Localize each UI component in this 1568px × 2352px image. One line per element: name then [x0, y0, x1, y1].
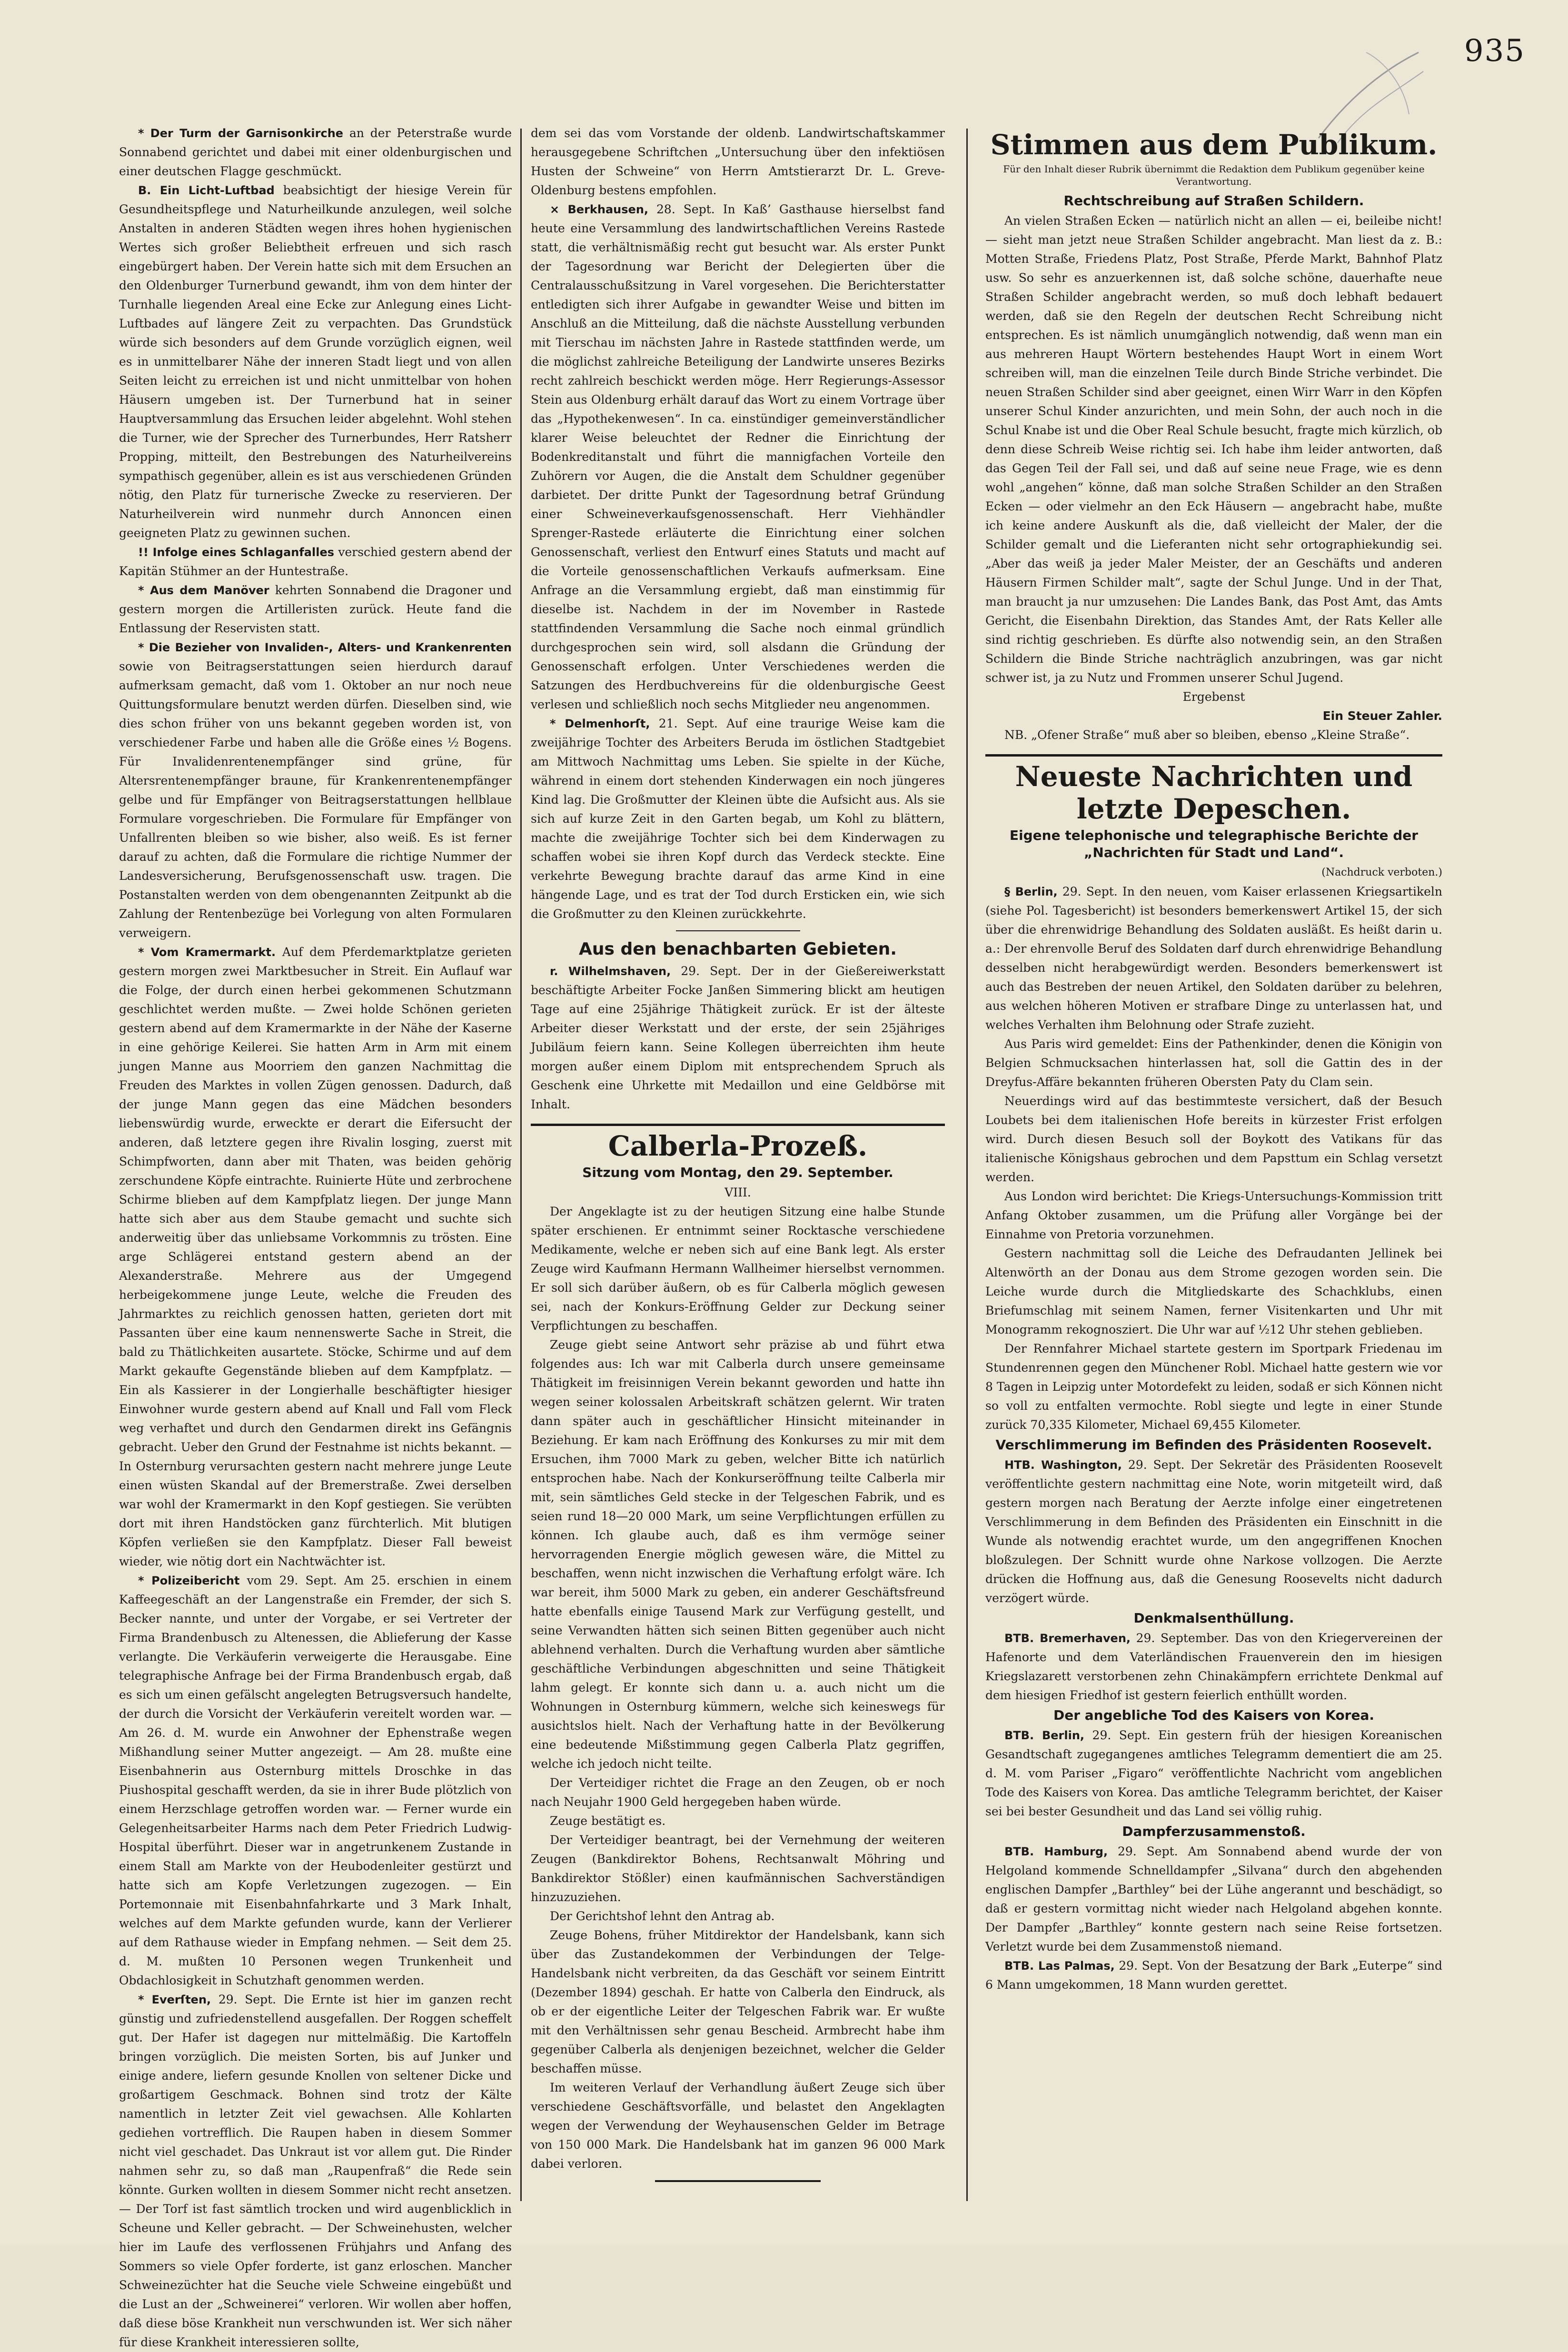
article-text: beabsichtigt der hiesige Verein für Gesundheitspflege und Naturheilkunde anzulegen, weil solche Anstalten in anderen Städten wegen ihres hohen hygienischen Wertes sich großer Beliebtheit erfreuen und sich rasch eingebürgert haben. Der Verein hatte sich mit dem Ersuchen an den Oldenburger Turnerbund gewandt, ihm von dem hinter der Turnhalle liegenden Areal eine Ecke zur Anlegung eines Licht-Luftbades auf längere Zeit zu verpachten. Das Grundstück würde sich besonders auf dem Grunde vorzüglich eignen, weil es in unmittelbarer Nähe der inneren Stadt liegt und von allen Seiten leicht zu erreichen ist und nicht unmittelbar von hohen Häusern umgeben ist. Der Turnerbund hat in seiner Hauptversammlung das Ersuchen leider abgelehnt. Wohl stehen die Turner, wie der Sprecher des Turnerbundes, Herr Ratsherr Propping, mitteilt, den Bestrebungen des Naturheilvereins sympathisch gegenüber, allein es ist aus verschiedenen Gründen nötig, den Platz für turnerische Zwecke zu reservieren. Der Naturheilverein wird nunmehr durch Annoncen einen geeigneten Platz zu gewinnen suchen.	[119, 183, 512, 540]
article-text: kehrten Sonnabend die Dragoner und gestern morgen die Artilleristen zurück. Heute fand die Entlassung der Reservisten statt.	[119, 583, 512, 635]
article-text: 29. Sept. Von der Besatzung der Bark „Euterpe“ sind 6 Mann umgekommen, 18 Mann wurden gerettet.	[985, 1959, 1443, 1992]
column-2	[531, 124, 945, 2215]
column-1	[119, 124, 512, 2349]
paragraph: Der Verteidiger richtet die Frage an den Zeugen, ob er noch nach Neujahr 1900 Geld hergegeben haben würde.	[531, 1776, 945, 1809]
korea-title: Der angebliche Tod des Kaisers von Korea.	[1053, 1707, 1375, 1723]
article-heading: BTB. Hamburg,	[1004, 1845, 1108, 1858]
paragraph: Zeuge bestätigt es.	[550, 1814, 666, 1828]
article	[985, 1842, 1442, 1956]
divider	[655, 2180, 821, 2182]
article-heading: BTB. Berlin,	[1004, 1729, 1085, 1742]
article	[985, 1629, 1442, 1705]
article-heading: BTB. Las Palmas,	[1004, 1959, 1115, 1973]
article	[119, 581, 512, 638]
article-text: Gestern nachmittag soll die Leiche des Defraudanten Jellinek bei Altenwörth an der Donau aus dem Strome gezogen worden sein. Die Leiche wurde durch die Mitgliedskarte des Schachklubs, einen Briefumschlag mit seinem Namen, ferner Visitenkarten und Uhr mit Monogramm rekognosziert. Die Uhr war auf ½12 Uhr stehen geblieben.	[985, 1246, 1442, 1336]
divider	[676, 930, 800, 931]
article	[119, 1571, 512, 1990]
article-text: Neuerdings wird auf das bestimmteste versichert, daß der Besuch Loubets bei dem italienischen Hofe bereits in kürzester Frist erfolgen wird. Durch diesen Besuch soll der Boykott des Vatikans für das italienische Königshaus gebrochen und dem Papsttum ein Schlag versetzt werden.	[985, 1094, 1442, 1184]
article	[985, 1339, 1442, 1435]
article-text: sowie von Beitragserstattungen seien hierdurch darauf aufmerksam gemacht, daß vom 1. Oktober an nur noch neue Quittungsformulare benutzt werden dürfen. Dieselben sind, wie dies schon früher von uns bekannt gegeben worden ist, von verschiedener Farbe und haben alle die Größe eines ½ Bogens. Für Invalidenrentenempfänger sind grüne, für Altersrentenempfänger braune, für Krankenrentenempfänger gelbe und für Empfänger von Beitragserstattungen hellblaue Formulare vorgeschrieben. Die Formulare für Empfänger von Unfallrenten bleiben so wie bisher, also weiß. Es ist ferner darauf zu achten, daß die Formulare die richtige Nummer der Landesversicherung, Berufsgenossenschaft usw. tragen. Die Postanstalten werden von dem obengenannten Zeitpunkt ab die Zahlung der Rentenbezüge bei Vorlegung von alten Formularen verweigern.	[119, 659, 512, 940]
region-title: Aus den benachbarten Gebieten.	[579, 939, 897, 959]
paragraph: Der Angeklagte ist zu der heutigen Sitzung eine halbe Stunde später erschienen. Er entnimmt seiner Rocktasche verschiedene Medikamente, welche er neben sich auf eine Bank legt. Als erster Zeuge wird Kaufmann Hermann Wallheimer hierselbst vernommen. Er soll sich darüber äußern, ob es für Calberla möglich gewesen sei, nach der Konkurs-Eröffnung Gelder zur Deckung seiner Verpflichtungen zu beschaffen.	[531, 1205, 945, 1333]
signature: Ein Steuer Zahler.	[1322, 709, 1442, 723]
column-rule-1	[520, 129, 522, 2201]
spelling-title: Rechtschreibung auf Straßen Schildern.	[1063, 193, 1364, 209]
public-title: Stimmen aus dem Publikum.	[990, 129, 1438, 161]
paragraph: An vielen Straßen Ecken — natürlich nicht an allen — ei, beileibe nicht! — sieht man jetzt neue Straßen Schilder angebracht. Man liest da z. B.: Motten Straße, Friedens Platz, Post Straße, Pferde Markt, Bahnhof Platz usw. So sehr es anzuerkennen ist, daß solche schöne, dauerhafte neue Straßen Schilder angebracht werden, so muß doch lebhaft bedauert werden, daß sie den Regeln der deutschen Recht Schreibung nicht entsprechen. Es ist nämlich unumgänglich notwendig, daß wenn man ein aus mehreren Haupt Wörtern bestehendes Haupt Wort in einem Wort schreiben will, man die einzelnen Teile durch Binde Striche verbindet. Die neuen Straßen Schilder sind aber geeignet, einen Wirr Warr in den Köpfen unserer Schul Kinder anzurichten, und mein Sohn, der auch noch in die Schul Knabe ist und die Ober Real Schule besucht, fragte mich kürzlich, ob denn diese Schreib Weise richtig sei. Ich habe ihm leider antworten, daß das Gegen Teil der Fall sei, und daß auf seine neue Frage, wie es denn wohl „angehen“ könne, daß man solche Straßen Schilder an den Straßen Ecken — oder vielmehr an den Eck Häusern — angebracht habe, mußte ich keine andere Auskunft als die, daß vielleicht der Maler, der die Schilder gemalt und die Lieferanten nicht sehr ortographiekundig sei. „Aber das weiß ja jeder Maler Meister, der an Geschäfts und anderen Häusern Firmen Schilder malt“, sagte der Schul Junge. Und in der That, man braucht ja nur umzusehen: Die Landes Bank, das Post Amt, das Amts Gericht, die Eisenbahn Direktion, das Standes Amt, der Rats Keller alle sind richtig geschrieben. Es dürfte also notwendig sein, an den Straßen Schildern die Binde Striche nachträglich anzubringen, was gar nicht schwer ist, ja zu Nutz und Frommen unserer Schul Jugend.	[985, 214, 1442, 685]
article	[119, 1990, 512, 2352]
article-text: Aus Paris wird gemeldet: Eins der Pathenkinder, denen die Königin von Belgien Schmucksachen hinterlassen hat, soll die Gattin des in der Dreyfus-Affäre bekannten früheren Obersten Paty du Clam sein.	[985, 1037, 1442, 1089]
page-number: 935	[1464, 33, 1525, 69]
news-subtitle: Eigene telephonische und telegraphische Berichte der „Nachrichten für Stadt und Land“.	[1009, 827, 1419, 860]
col2-local-news	[531, 200, 945, 924]
article-heading: * Polizeibericht	[138, 1574, 240, 1587]
article-heading: B. Ein Licht-Luftbad	[138, 184, 275, 197]
article-heading: HTB. Washington,	[1004, 1458, 1122, 1472]
public-note: Für den Inhalt dieser Rubrik übernimmt die Redaktion dem Publikum gegenüber keine Verantwortung.	[1003, 163, 1425, 187]
article-text: 29. Sept. Die Ernte ist hier im ganzen recht günstig und zufriedenstellend ausgefallen. Der Roggen scheffelt gut. Der Hafer ist dagegen nur mittelmäßig. Die Kartoffeln bringen vorzüglich. Die meisten Sorten, bis auf Junker und einige andere, liefern gesunde Knollen von seltener Dicke und großartigem Geschmack. Bohnen sind trotz der Kälte namentlich in letzter Zeit viel gewachsen. Alle Kohlarten gediehen vortrefflich. Die Raupen haben in diesem Sommer nicht viel geschadet. Das Unkraut ist vor allem gut. Die Rinder nahmen sehr zu, so daß man „Raupenfraß“ die Rede sein könnte. Gurken wollten in diesem Sommer nicht recht ansetzen. — Der Torf ist fast sämtlich trocken und wird augenblicklich in Scheune und Keller gebracht. — Der Schweinehusten, welcher hier im Laufe des verflossenen Frühjahrs und Anfang des Sommers so viele Opfer forderte, ist ganz erloschen. Mancher Schweinezüchter hat die Seuche viele Schweine eingebüßt und die Lust an der „Schweinerei“ verloren. Wir wollen aber hoffen, daß diese böse Krankheit nun verschwunden ist. Wer sich näher für diese Krankheit interessieren sollte,	[119, 1993, 512, 2349]
monument-title: Denkmalsenthüllung.	[1133, 1610, 1294, 1626]
news-list	[985, 882, 1442, 1435]
article-heading: * Der Turm der Garnisonkirche	[138, 127, 344, 140]
article	[119, 181, 512, 543]
article	[985, 1956, 1442, 1994]
paragraph: Zeuge Bohens, früher Mitdirektor der Handelsbank, kann sich über das Zustandekommen der Verbindungen der Telge-Handelsbank nicht verbreiten, da das Geschäft vor seinem Eintritt (Dezember 1894) geschah. Er hatte von Calberla den Eindruck, als ob er der eigentliche Leiter der Telgeschen Fabrik war. Er wußte mit den Verhältnissen sehr genau Bescheid. Armbrecht habe ihm gegenüber Calberla als denjenigen bezeichnet, welcher die Gelder beschaffen müsse.	[531, 1928, 945, 2075]
article-heading: !! Infolge eines Schlaganfalles	[138, 546, 335, 559]
reprint-note: (Nachdruck verboten.)	[1321, 867, 1442, 878]
article	[119, 124, 512, 181]
article-heading: BTB. Bremerhaven,	[1004, 1632, 1131, 1645]
article-text: 29. Sept. Der in der Gießereiwerkstatt beschäftigte Arbeiter Focke Janßen Simmering blickt am heutigen Tage auf eine 25jährige Thätigkeit zurück. Er ist der älteste Arbeiter dieser Werkstatt und der erste, der sein 25jähriges Jubiläum feiern kann. Seine Kollegen überreichten ihm heute morgen außer einem Diplom mit entsprechendem Spruch als Geschenk eine Uhrkette mit Medaillon und eine Geldbörse mit Inhalt.	[531, 964, 945, 1111]
article	[531, 714, 945, 924]
article-heading: § Berlin,	[1004, 885, 1058, 898]
article-text: 29. Sept. Ein gestern früh der hiesigen Koreanischen Gesandtschaft zugegangenes amtliches Telegramm dementiert die am 25. d. M. vom Pariser „Figaro“ veröffentlichte Nachricht vom angeblichen Tode des Kaisers von Korea. Das amtliche Telegramm berichtet, der Kaiser sei bei bester Gesundheit und das Land sei völlig ruhig.	[985, 1728, 1442, 1818]
paragraph: Der Verteidiger beantragt, bei der Vernehmung der weiteren Zeugen (Bankdirektor Bohens, Rechtsanwalt Möhring und Bankdirektor Stößler) einen kaufmännischen Sachverständigen hinzuzuziehen.	[531, 1833, 945, 1904]
article-text: Auf dem Pferdemarktplatze gerieten gestern morgen zwei Marktbesucher in Streit. Ein Auflauf war die Folge, der durch einen herbei gekommenen Schutzmann geschlichtet werden mußte. — Zwei holde Schönen gerieten gestern abend auf dem Kramermarkte in der Nähe der Kaserne in eine gehörige Keilerei. Sie hatten Arm in Arm mit einem jungen Manne aus Moorriem den ganzen Nachmittag die Freuden des Marktes in vollen Zügen genossen. Dadurch, daß der junge Mann gegen das eine Mädchen besonders liebenswürdig wurde, erweckte er derart die Eifersucht der anderen, daß letztere gegen ihre Rivalin losging, zuerst mit Schimpfworten, dann aber mit Thaten, was beiden gehörig zerschundene Köpfe eintrachte. Ruinierte Hüte und zerbrochene Schirme blieben auf dem Kampfplatz liegen. Der junge Mann hatte sich aber aus dem Staube gemacht und suchte sich anderweitig über das unliebsame Vorkommnis zu trösten. Eine arge Schlägerei entstand gestern abend an der Alexanderstraße. Mehrere aus der Umgegend herbeigekommene junge Leute, welche die Freuden des Jahrmarktes zu reichlich genossen hatten, gerieten dort mit Passanten über eine kaum nennenswerte Sache in Streit, die bald zu Thätlichkeiten ausartete. Stöcke, Schirme und auf dem Markt gekaufte Gegenstände blieben auf dem Kampfplatz. — Ein als Kassierer in der Longierhalle beschäftigter hiesiger Einwohner wurde gestern abend auf Knall und Fall vom Fleck weg verhaftet und durch den Gendarmen direkt ins Gefängnis gebracht. Ueber den Grund der Festnahme ist nichts bekannt. — In Osternburg verursachten gestern nacht mehrere junge Leute einen wüsten Skandal auf der Bremerstraße. Zwei derselben war wohl der Kramermarkt in den Kopf gestiegen. Sie verübten dort mit ihren Handstöcken ganz fürchterlich. Mit blutigen Köpfen verließen sie den Kampfplatz. Dieser Fall beweist wieder, wie nötig dort ein Nachtwächter ist.	[119, 945, 512, 1568]
article	[119, 638, 512, 943]
trial-title: Calberla-Prozeß.	[531, 1124, 945, 1162]
article-heading: × Berkhausen,	[550, 203, 649, 216]
article	[985, 1244, 1442, 1339]
article-text: Aus London wird berichtet: Die Kriegs-Untersuchungs-Kommission tritt Anfang Oktober zusammen, um die Prüfung aller Vorgänge bei der Einnahme von Pretoria vorzunehmen.	[985, 1189, 1442, 1241]
column-rule-2	[966, 129, 968, 2201]
article-text: 29. September. Das von den Kriegervereinen der Hafenorte und dem Vaterländischen Frauenverein den im hiesigen Kriegslazarett verstorbenen zehn Chinakämpfern errichtete Denkmal auf dem hiesigen Friedhof ist gestern feierlich enthüllt worden.	[985, 1631, 1442, 1702]
article	[985, 1092, 1442, 1187]
spelling-letter	[985, 211, 1442, 688]
article-heading: * Aus dem Manöver	[138, 584, 269, 597]
roosevelt-title: Verschlimmerung im Befinden des Präsidenten Roosevelt.	[995, 1437, 1432, 1453]
trial-session: Sitzung vom Montag, den 29. September.	[582, 1165, 893, 1180]
column-3	[985, 124, 1442, 2215]
article-text: an der Peterstraße wurde Sonnabend gerichtet und dabei mit einer oldenburgischen und einer deutschen Flagge geschmückt.	[119, 126, 512, 178]
trial-report	[531, 1202, 945, 2173]
article	[985, 882, 1442, 1035]
article-text: 29. Sept. Der Sekretär des Präsidenten Roosevelt veröffentlichte gestern nachmittag eine Note, worin mitgeteilt wird, daß gestern morgen nach Beratung der Aerzte infolge einer eingetretenen Verschlimmerung in dem Befinden des Präsidenten ein Einschnitt in die Wunde als notwendig erachtet wurde, um den angegriffenen Knochen bloßzulegen. Der Schnitt wurde ohne Narkose vollzogen. Die Aerzte drücken die Hoffnung aus, daß die Genesung Roosevelts nicht dadurch verzögert würde.	[985, 1458, 1442, 1605]
article	[531, 962, 945, 1114]
article-text: 29. Sept. In den neuen, vom Kaiser erlassenen Kriegsartikeln (siehe Pol. Tagesbericht) ist besonders bemerkenswert Artikel 15, der sich über die ehrenwidrige Behandlung des Soldaten ausläßt. Es heißt darin u. a.: Der ehrenvolle Beruf des Soldaten darf durch ehrenwidrige Behandlung desselben nicht herabgewürdigt werden. Besonders bemerkenswert ist auch das Bestreben der neuen Artikel, den Soldaten darüber zu belehren, aus welchen höheren Motiven er strafbare Dinge zu unterlassen hat, und welches Verhalten ihm Belohnung oder Strafe zuzieht.	[985, 885, 1442, 1032]
col2-intro: dem sei das vom Vorstande der oldenb. Landwirtschaftskammer herausgegebene Schriftchen „Untersuchung über den infektiösen Husten der Schweine“ von Herrn Amtstierarzt Dr. L. Greve-Oldenburg bestens empfohlen.	[531, 126, 945, 197]
article-heading: * Vom Kramermarkt.	[138, 946, 276, 959]
article-text: verschied gestern abend der Kapitän Stühmer an der Huntestraße.	[119, 545, 512, 578]
article-text: 28. Sept. In Kaß’ Gasthause hierselbst fand heute eine Versammlung des landwirtschaftlichen Vereins Rastede statt, die verhältnismäßig recht gut besucht war. Als erster Punkt der Tagesordnung war Bericht der Delegierten über die Centralausschußsitzung in Varel vorgesehen. Die Berichterstatter entledigten sich ihrer Aufgabe in gewandter Weise und bitten im Anschluß an die Mitteilung, daß die nächste Ausstellung verbunden mit Tierschau im nächsten Jahre in Rastede stattfinden werde, um die möglichst zahlreiche Beteiligung der Landwirte unseres Bezirks recht zahlreich beschickt werden möge. Herr Regierungs-Assessor Stein aus Oldenburg erhält darauf das Wort zu einem Vortrage über das „Hypothekenwesen“. In ca. einstündiger gemeinverständlicher klarer Weise beleuchtet der Redner die Einrichtung der Bodenkreditanstalt und führt die mannigfachen Vorteile den Zuhörern vor Augen, die die Anstalt dem Schuldner gegenüber darbietet. Der dritte Punkt der Tagesordnung betraf Gründung einer Schweineverkaufsgenossenschaft. Herr Viehhändler Sprenger-Rastede erläuterte die Einrichtung einer solchen Genossenschaft, verliest den Entwurf eines Statuts und macht auf die Vorteile genossenschaftlichen Verkaufs aufmerksam. Eine Anfrage an die Versammlung ergiebt, daß man einstimmig für dieselbe ist. Nachdem in der im November in Rastede stattfindenden Versammlung die Sache noch einmal gründlich durchgesprochen sein wird, soll alsdann die Gründung der Genossenschaft erfolgen. Unter Verschiedenes werden die Satzungen des Herdbuchvereins für die oldenburgische Geest verlesen und schließlich noch sechs Mitglieder neu angenommen.	[531, 202, 945, 711]
article	[985, 1726, 1442, 1821]
paragraph: Im weiteren Verlauf der Verhandlung äußert Zeuge sich über verschiedene Geschäftsvorfälle, und belastet den Angeklagten wegen der Verwendung der Weyhausenschen Gelder im Betrage von 150 000 Mark. Die Handelsbank hat im ganzen 96 000 Mark dabei verloren.	[531, 2081, 945, 2171]
article-text: vom 29. Sept. Am 25. erschien in einem Kaffeegeschäft an der Langenstraße ein Fremder, der sich S. Becker nannte, und unter der Vorgabe, er sei Vertreter der Firma Brandenbusch zu Altenessen, die Ablieferung der Kasse verlangte. Die Verkäuferin verweigerte die Herausgabe. Eine telegraphische Anfrage bei der Firma Brandenbusch ergab, daß es sich um einen gefälscht angelegten Betrugsversuch handelte, der durch die Vorsicht der Verkäuferin vereitelt worden war. — Am 26. d. M. wurde ein Anwohner der Ephenstraße wegen Mißhandlung seiner Mutter angezeigt. — Am 28. mußte eine Eisenbahnerin aus Osternburg mittels Droschke in das Piushospital geschafft werden, da sie in ihrer Bude plötzlich von einem Herzschlage getroffen worden war. — Ferner wurde ein Gelegenheitsarbeiter Harms nach dem Peter Friedrich Ludwig-Hospital überführt. Dieser war in angetrunkenem Zustande in einem Stall am Markte von der Heubodenleiter gestürzt und hatte sich am Kopfe Verletzungen zugezogen. — Ein Portemonnaie mit Eisenbahnfahrkarte und 3 Mark Inhalt, welches auf dem Markte gefunden wurde, kann der Verlierer auf dem Rathause wieder in Empfang nehmen. — Seit dem 25. d. M. mußten 10 Personen wegen Trunkenheit und Obdachlosigkeit in Schutzhaft genommen werden.	[119, 1574, 512, 1987]
article	[985, 1455, 1442, 1608]
article	[531, 200, 945, 714]
sign-off: Ergebenst	[1182, 690, 1245, 704]
nb-note: NB. „Ofener Straße“ muß aber so bleiben, ebenso „Kleine Straße“.	[1004, 728, 1410, 742]
article	[119, 543, 512, 581]
trial-number: VIII.	[724, 1186, 751, 1199]
article	[119, 943, 512, 1571]
news-title: Neueste Nachrichten und letzte Depeschen.	[985, 754, 1442, 825]
article-text: 29. Sept. Am Sonnabend abend wurde der von Helgoland kommende Schnelldampfer „Silvana“ durch den abgehenden englischen Dampfer „Barthley“ bei der Lühe angerannt und beschädigt, so daß er gestern vormittag nicht wieder nach Helgoland abgehen konnte. Der Dampfer „Barthley“ konnte gestern nach seine Reise fortsetzen. Verletzt wurde bei dem Zusammenstoß niemand.	[985, 1844, 1442, 1953]
article-heading: * Die Bezieher von Invaliden-, Alters- und Krankenrenten	[138, 641, 512, 654]
paragraph: Der Gerichtshof lehnt den Antrag ab.	[550, 1909, 775, 1923]
steamer-title: Dampferzusammenstoß.	[1122, 1824, 1306, 1839]
article-text: 21. Sept. Auf eine traurige Weise kam die zweijährige Tochter des Arbeiters Beruda im östlichen Stadtgebiet am Mittwoch Nachmittag ums Leben. Sie spielte in der Küche, während in einem dort stehenden Kinderwagen ein noch jüngeres Kind lag. Die Großmutter der Kleinen übte die Aufsicht aus. Als sie sich auf kurze Zeit in den Garten begab, um Kohl zu blättern, machte die zweijährige Tochter sich bei dem Kinderwagen zu schaffen wobei sie ihren Kopf durch das Verdeck steckte. Eine verkehrte Bewegung brachte darauf das arme Kind in eine hängende Lage, und es trat der Tod durch Ersticken ein, wie sich die Großmutter zu den Kleinen zurückkehrte.	[531, 717, 945, 921]
article-heading: r. Wilhelmshaven,	[550, 965, 671, 978]
article	[985, 1187, 1442, 1244]
paragraph: Zeuge giebt seine Antwort sehr präzise ab und führt etwa folgendes aus: Ich war mit Calberla durch unsere gemeinsame Thätigkeit im freisinnigen Verein bekannt geworden und hatte ihn wegen seiner kolossalen Arbeitskraft schätzen gelernt. Wir traten dann später auch in geschäftlicher Hinsicht miteinander in Beziehung. Er kam nach Eröffnung des Konkurses zu mir mit dem Ersuchen, ihm 7000 Mark zu geben, welcher Bitte ich natürlich entsprochen habe. Nach der Konkurseröffnung teilte Calberla mir mit, sein sämtliches Geld stecke in der Telgeschen Fabrik, und es seien rund 18—20 000 Mark, um seine Verpflichtungen erfüllen zu können. Ich glaube auch, daß es ihm vermöge seiner hervorragenden Energie möglich gewesen wäre, die Mittel zu beschaffen, wenn nicht inzwischen die Verhaftung erfolgt wäre. Ich war bereit, ihm 5000 Mark zu geben, ein anderer Geschäftsfreund hatte ebenfalls einige Tausend Mark zur Verfügung gestellt, und seine Verwandten hätten sich seinen Bitten gegenüber auch nicht ablehnend verhalten. Durch die Verhaftung wurden aber sämtliche geschäftliche Verbindungen abgeschnitten und seine Thätigkeit lahm gelegt. Er konnte sich dann u. a. auch nicht um die Wohnungen in Osternburg kümmern, welche sich keineswegs für ausichtslos hielt. Nach der Verhaftung hatte in der Bevölkerung eine bedeutende Mißstimmung gegen Calberla Platz gegriffen, welche ich jedoch nicht teilte.	[531, 1338, 945, 1771]
article-heading: * Everſten,	[138, 1993, 211, 2006]
article-text: Der Rennfahrer Michael startete gestern im Sportpark Friedenau im Stundenrennen gegen den Münchener Robl. Michael hatte gestern wie vor 8 Tagen in Leipzig unter Motordefekt zu leiden, sodaß er sich Können nicht so voll zu entfalten vermochte. Robl siegte und legte in einer Stunde zurück 70,335 Kilometer, Michael 69,455 Kilometer.	[985, 1342, 1442, 1432]
article-heading: * Delmenhorſt,	[550, 717, 650, 730]
article	[985, 1035, 1442, 1092]
